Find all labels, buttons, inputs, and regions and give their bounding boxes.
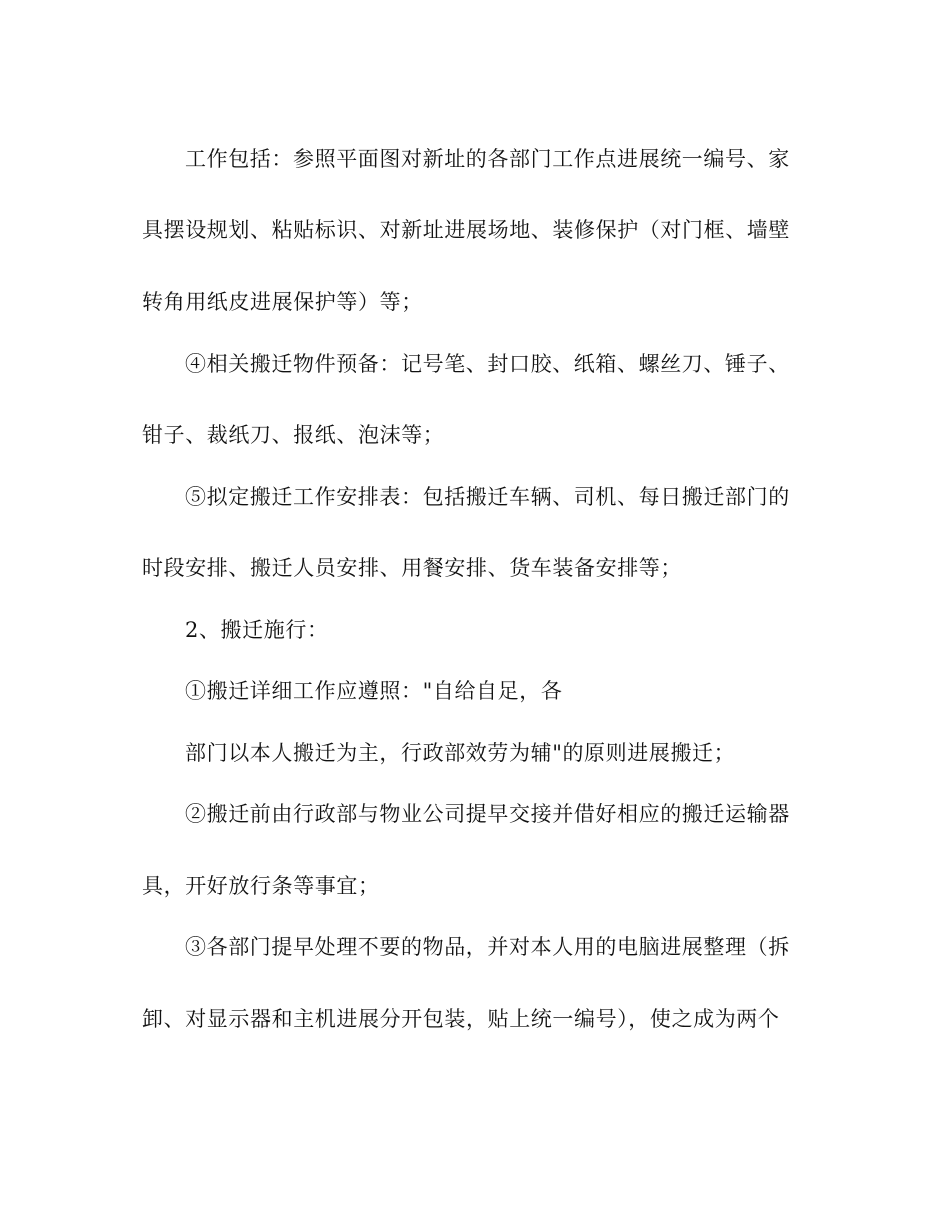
text-line: 具摆设规划、粘贴标识、对新址进展场地、装修保护（对门框、墙壁 — [142, 218, 790, 242]
section-heading: 2、搬迁施行： — [185, 618, 329, 642]
text-line: ⑤拟定搬迁工作安排表：包括搬迁车辆、司机、每日搬迁部门的 — [185, 485, 790, 509]
text-line: 具，开好放行条等事宜； — [142, 874, 380, 898]
text-line: ③各部门提早处理不要的物品，并对本人用的电脑进展整理（拆 — [185, 935, 790, 959]
text-line: 钳子、裁纸刀、报纸、泡沫等； — [142, 423, 445, 447]
text-line: 卸、对显示器和主机进展分开包装，贴上统一编号），使之成为两个 — [142, 1007, 780, 1031]
text-line: ④相关搬迁物件预备：记号笔、封口胶、纸箱、螺丝刀、锤子、 — [185, 352, 790, 376]
text-line: 转角用纸皮进展保护等）等； — [142, 290, 423, 314]
text-line: 部门以本人搬迁为主，行政部效劳为辅"的原则进展搬迁； — [185, 741, 736, 765]
text-line: 时段安排、搬迁人员安排、用餐安排、货车装备安排等； — [142, 556, 682, 580]
text-line: ②搬迁前由行政部与物业公司提早交接并借好相应的搬迁运输器 — [185, 802, 790, 826]
text-line: ①搬迁详细工作应遵照："自给自足，各 — [185, 679, 563, 703]
text-line: 工作包括：参照平面图对新址的各部门工作点进展统一编号、家 — [185, 147, 790, 171]
